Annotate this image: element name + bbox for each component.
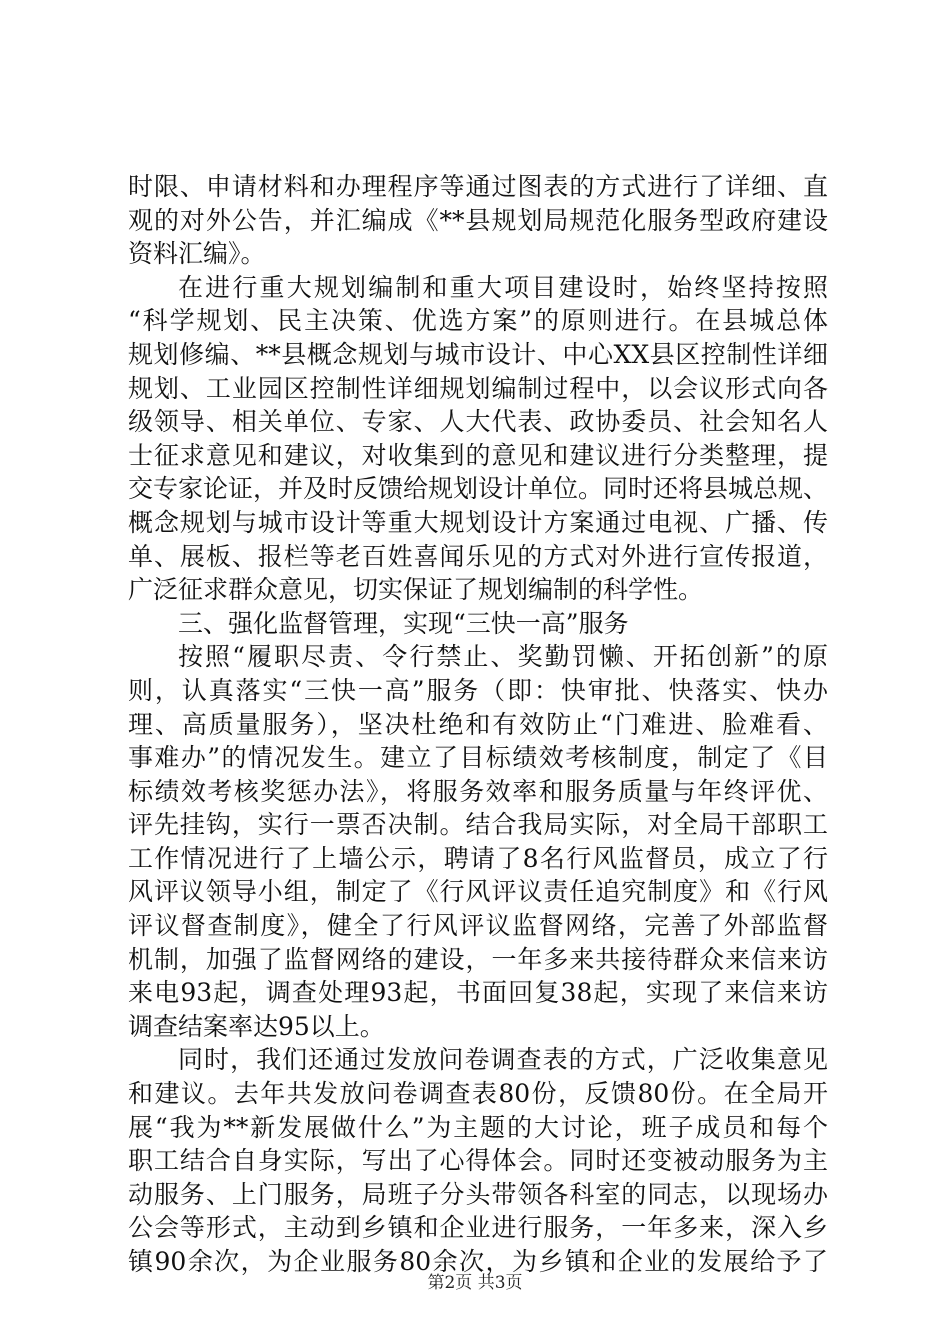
text-line: 则，认真落实“三快一高”服务（即：快审批、快落实、快办 [128,675,828,705]
text-line: “科学规划、民主决策、优选方案”的原则进行。在县城总体 [128,306,828,336]
text-line: 资料汇编》。 [128,239,266,269]
text-line: 动服务、上门服务，局班子分头带领各科室的同志，以现场办 [128,1179,828,1209]
text-line: 广泛征求群众意见，切实保证了规划编制的科学性。 [128,575,704,605]
text-line: 风评议领导小组，制定了《行风评议责任追究制度》和《行风 [128,877,828,907]
body-text [128,170,828,1279]
text-line: 镇90余次，为企业服务80余次，为乡镇和企业的发展给予了 [128,1247,828,1276]
text-line: 来电93起，调查处理93起，书面回复38起，实现了来信来访 [128,978,828,1008]
text-line: 工作情况进行了上墙公示，聘请了8名行风监督员，成立了行 [128,843,828,873]
page-footer: 第2页 共3页 [427,1273,523,1293]
text-line: 职工结合自身实际，写出了心得体会。同时还变被动服务为主 [128,1146,828,1176]
text-line: 评议督查制度》，健全了行风评议监督网络，完善了外部监督 [128,911,828,941]
text-line: 士征求意见和建议，对收集到的意见和建议进行分类整理，提 [128,440,828,470]
text-line: 观的对外公告，并汇编成《**县规划局规范化服务型政府建设 [128,205,828,235]
text-line: 展“我为**新发展做什么”为主题的大讨论，班子成员和每个 [128,1112,828,1142]
text-line: 按照“履职尽责、令行禁止、奖勤罚懒、开拓创新”的原 [178,642,828,672]
text-line: 理、高质量服务），坚决杜绝和有效防止“门难进、脸难看、 [128,709,828,739]
text-line: 交专家论证，并及时反馈给规划设计单位。同时还将县城总规、 [128,474,829,504]
text-line: 标绩效考核奖惩办法》，将服务效率和服务质量与年终评优、 [128,776,828,806]
text-line: 机制，加强了监督网络的建设，一年多来共接待群众来信来访 [128,944,828,974]
text-line: 概念规划与城市设计等重大规划设计方案通过电视、广播、传 [128,507,828,537]
text-line: 规划、工业园区控制性详细规划编制过程中，以会议形式向各 [128,373,828,403]
text-line: 公会等形式，主动到乡镇和企业进行服务，一年多来，深入乡 [128,1213,828,1243]
text-line: 级领导、相关单位、专家、人大代表、政协委员、社会知名人 [128,407,828,437]
text-line: 调查结案率达95以上。 [128,1011,385,1041]
text-line: 时限、申请材料和办理程序等通过图表的方式进行了详细、直 [128,172,828,201]
text-line: 事难办”的情况发生。建立了目标绩效考核制度，制定了《目 [128,743,828,773]
text-line: 单、展板、报栏等老百姓喜闻乐见的方式对外进行宣传报道， [128,541,828,571]
text-line: 在进行重大规划编制和重大项目建设时，始终坚持按照 [178,272,828,302]
text-line: 同时，我们还通过发放问卷调查表的方式，广泛收集意见 [178,1045,828,1075]
text-line: 规划修编、**县概念规划与城市设计、中心XX县区控制性详细 [128,339,828,369]
text-line: 和建议。去年共发放问卷调查表80份，反馈80份。在全局开 [128,1079,828,1109]
text-line: 评先挂钩，实行一票否决制。结合我局实际，对全局干部职工 [128,810,828,840]
text-line: 三、强化监督管理，实现“三快一高”服务 [178,608,629,638]
